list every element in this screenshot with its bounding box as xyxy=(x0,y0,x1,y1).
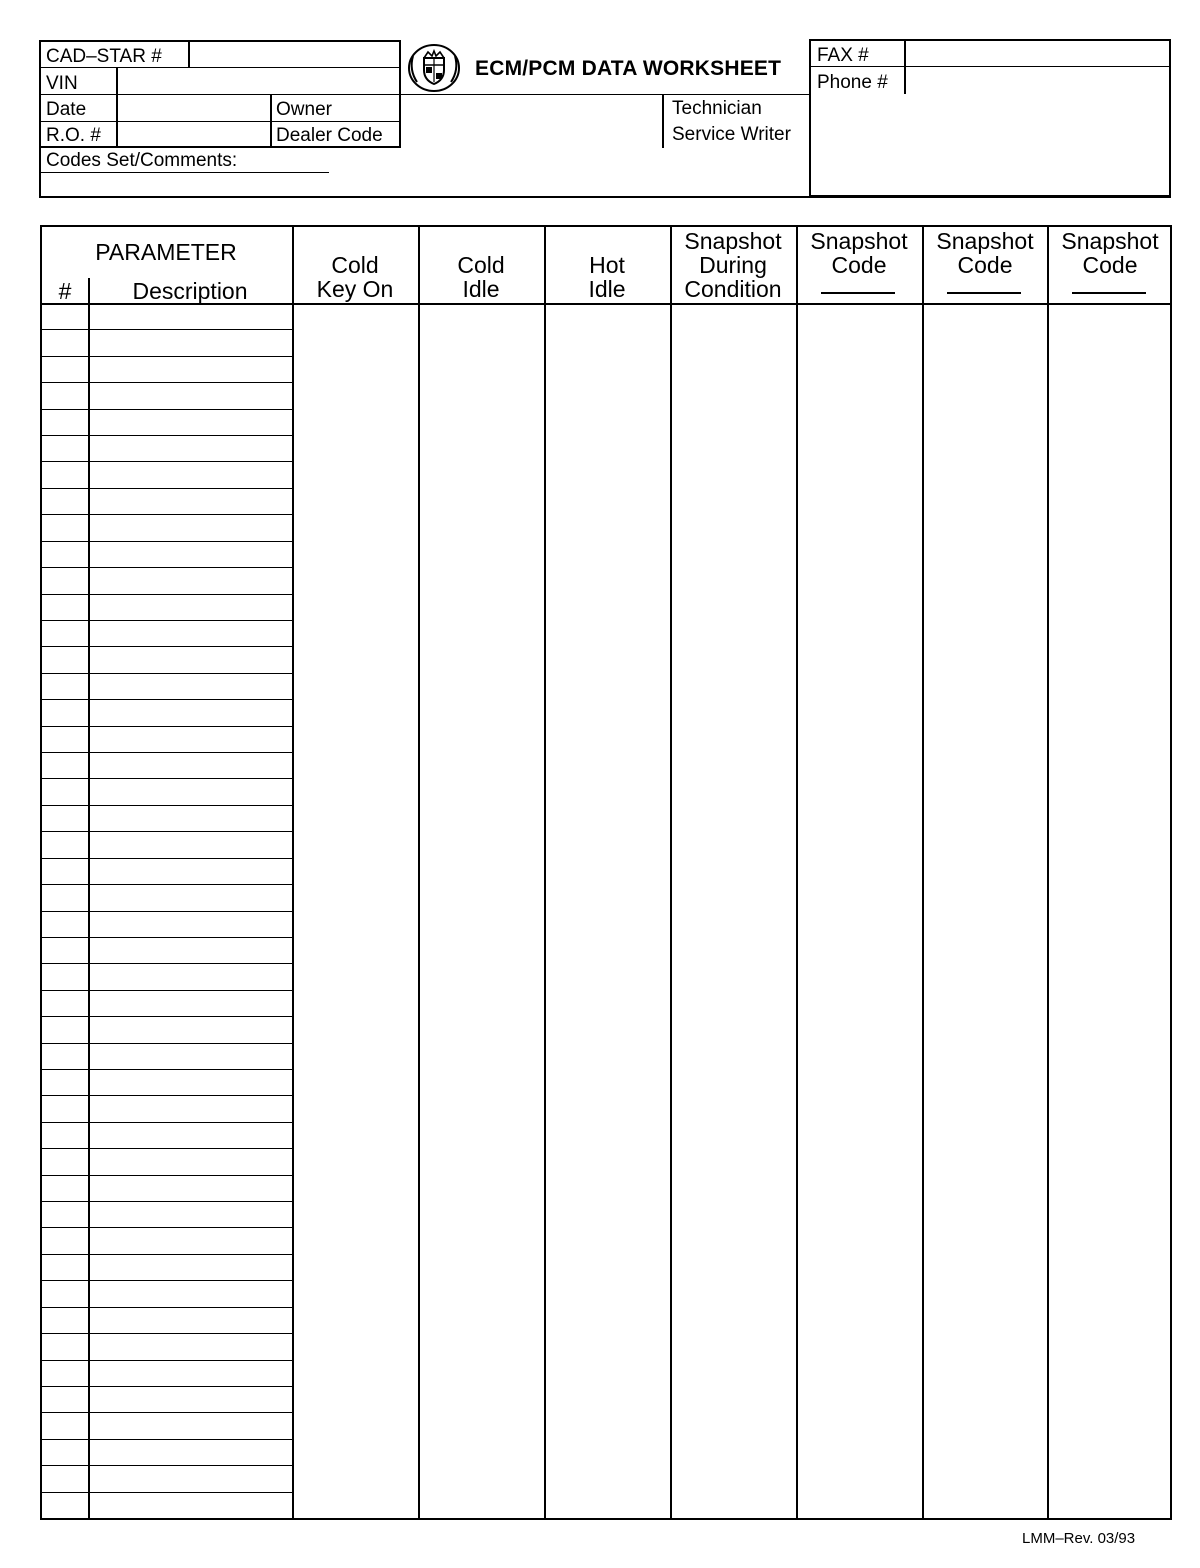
divider xyxy=(662,94,664,148)
table-row xyxy=(40,831,292,832)
vin-label: VIN xyxy=(46,73,78,94)
snapshot-code-blank-line xyxy=(947,292,1021,294)
table-row xyxy=(40,488,292,489)
table-row xyxy=(40,778,292,779)
table-row xyxy=(40,726,292,727)
divider xyxy=(188,40,190,68)
table-row xyxy=(40,514,292,515)
table-row xyxy=(40,409,292,410)
table-row xyxy=(40,673,292,674)
table-row xyxy=(40,541,292,542)
table-row xyxy=(40,1333,292,1334)
table-row xyxy=(40,1069,292,1070)
table-row xyxy=(40,382,292,383)
phone-label: Phone # xyxy=(817,72,888,93)
column-header-cold-key-on: Cold Key On xyxy=(316,252,394,302)
table-row xyxy=(40,1175,292,1176)
table-row xyxy=(40,1307,292,1308)
column-header-snapshot-code-2: Snapshot Code xyxy=(936,228,1034,278)
snapshot-code-blank-line xyxy=(821,292,895,294)
page-title: ECM/PCM DATA WORKSHEET xyxy=(475,57,782,80)
table-row xyxy=(40,1043,292,1044)
table-row xyxy=(40,1439,292,1440)
table-row xyxy=(40,1360,292,1361)
table-row xyxy=(40,1122,292,1123)
table-row xyxy=(40,752,292,753)
number-header: # xyxy=(58,278,72,304)
table-row xyxy=(40,567,292,568)
technician-label: Technician xyxy=(672,98,762,119)
owner-label: Owner xyxy=(276,99,332,120)
column-divider xyxy=(418,225,420,1520)
table-row xyxy=(40,858,292,859)
divider xyxy=(39,121,401,122)
ro-label: R.O. # xyxy=(46,125,101,146)
parameter-header: PARAMETER xyxy=(95,239,237,265)
table-row xyxy=(40,911,292,912)
snapshot-code-blank-line xyxy=(1072,292,1146,294)
date-label: Date xyxy=(46,99,87,120)
table-row xyxy=(40,990,292,991)
table-row xyxy=(40,1016,292,1017)
table-row xyxy=(40,620,292,621)
divider xyxy=(39,94,401,95)
divider xyxy=(116,68,118,148)
table-row xyxy=(40,435,292,436)
column-divider xyxy=(922,225,924,1520)
table-border xyxy=(40,225,1172,1520)
divider xyxy=(39,196,1171,198)
column-divider xyxy=(670,225,672,1520)
table-row xyxy=(40,805,292,806)
fax-label: FAX # xyxy=(817,45,869,66)
column-divider xyxy=(1047,225,1049,1520)
table-row xyxy=(40,356,292,357)
table-row xyxy=(40,646,292,647)
description-header: Description xyxy=(132,278,248,304)
column-header-hot-idle: Hot Idle xyxy=(588,252,626,302)
cadillac-crest-logo xyxy=(403,42,465,94)
service-writer-label: Service Writer xyxy=(672,124,791,145)
table-row xyxy=(40,1095,292,1096)
table-row xyxy=(40,937,292,938)
table-row xyxy=(40,1386,292,1387)
table-row xyxy=(40,1492,292,1493)
table-row xyxy=(40,963,292,964)
divider xyxy=(401,94,810,95)
table-row xyxy=(40,1280,292,1281)
column-divider xyxy=(544,225,546,1520)
table-row xyxy=(40,699,292,700)
table-row xyxy=(40,1201,292,1202)
codes-comments-label: Codes Set/Comments: xyxy=(46,150,238,171)
table-row xyxy=(40,1254,292,1255)
column-header-snapshot-during-condition: Snapshot During Condition xyxy=(684,228,782,302)
dealer-code-label: Dealer Code xyxy=(276,125,383,146)
cad-star-label: CAD–STAR # xyxy=(46,46,162,67)
column-header-snapshot-code-1: Snapshot Code xyxy=(810,228,908,278)
column-divider xyxy=(292,225,294,1520)
table-row xyxy=(40,1227,292,1228)
table-row xyxy=(40,461,292,462)
revision-label: LMM–Rev. 03/93 xyxy=(1022,1530,1136,1547)
table-row xyxy=(40,1412,292,1413)
table-row xyxy=(40,1148,292,1149)
table-row xyxy=(40,1465,292,1466)
divider xyxy=(39,172,329,173)
column-header-cold-idle: Cold Idle xyxy=(457,252,505,302)
column-header-snapshot-code-3: Snapshot Code xyxy=(1061,228,1159,278)
table-row xyxy=(40,884,292,885)
table-row xyxy=(40,329,292,330)
column-divider xyxy=(796,225,798,1520)
table-row xyxy=(40,594,292,595)
